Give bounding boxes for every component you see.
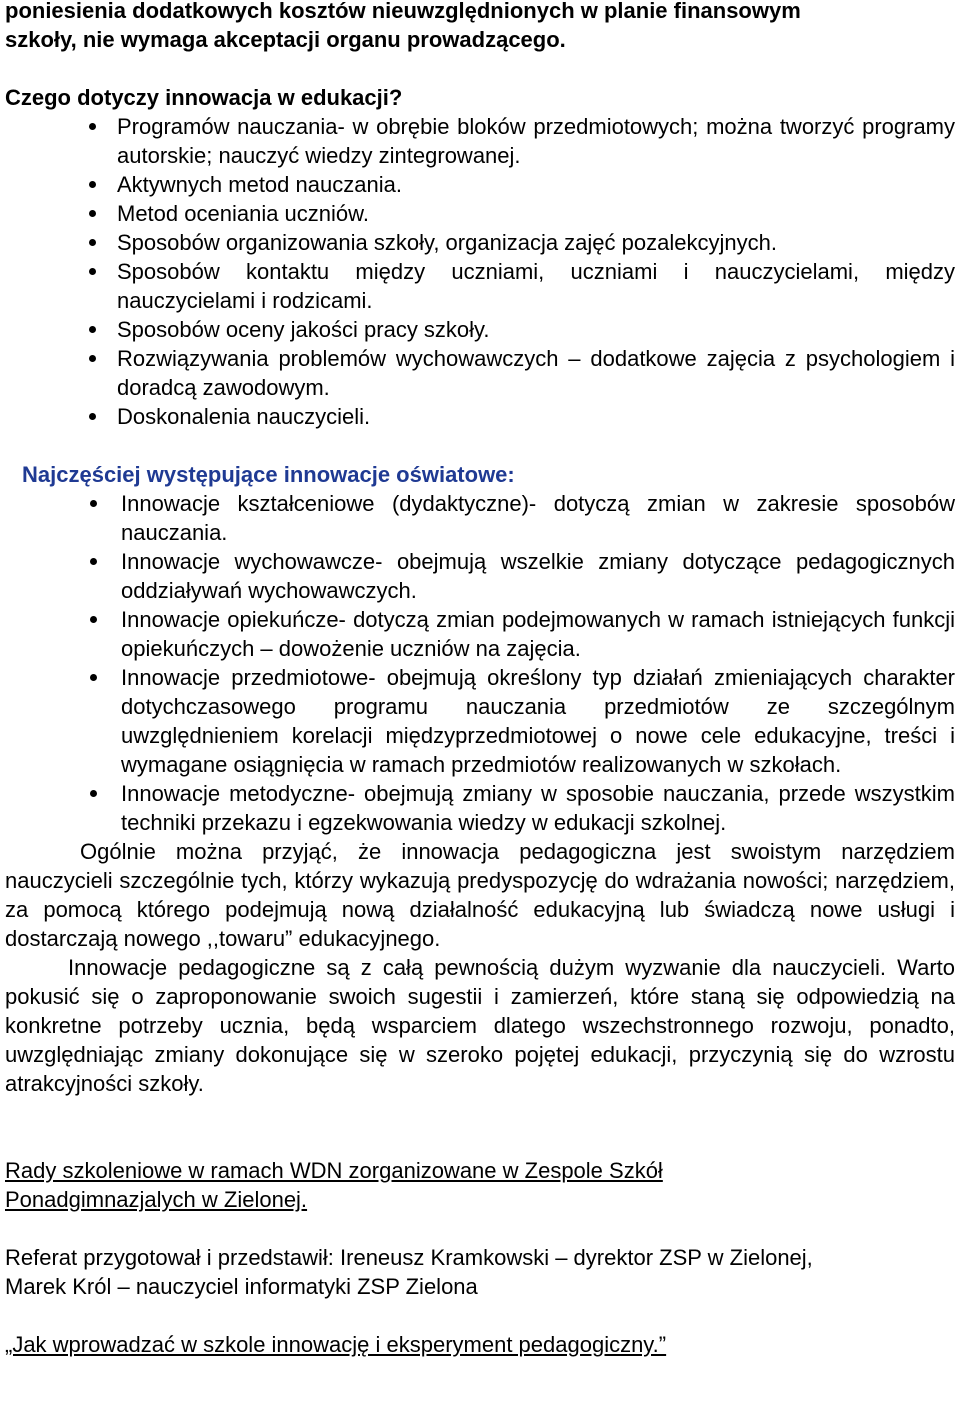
list-item: Innowacje opiekuńcze- dotyczą zmian podejmowanych w ramach istniejących funkcji opiekuńczych – dowożenie uczniów na zajęcia. [5,605,955,663]
paragraph-2: Innowacje pedagogiczne są z całą pewnością dużym wyzwanie dla nauczycieli. Warto pokusić się o zaproponowanie swoich sugestii i zamierzeń, które staną się odpowiedzią na konkretne potrzeby ucznia, będą wsparciem dlatego wszechstronnego rozwoju, ponadto, uwzględniając zmiany dokonujące się w szeroko pojętej edukacji, przyczynią się do wzrostu atrakcyjności szkoły. [5,955,955,1096]
bullet-icon [89,210,96,217]
bullet-icon [90,790,97,797]
bullet-icon [89,268,96,275]
bullet-icon [89,181,96,188]
intro-line-2: szkoły, nie wymaga akceptacji organu prowadzącego. [5,27,566,52]
list-item: Metod oceniania uczniów. [5,199,955,228]
council-line-2: Ponadgimnazjalych w Zielonej. [5,1187,308,1212]
list-item: Innowacje wychowawcze- obejmują wszelkie zmiany dotyczące pedagogicznych oddziaływań wychowawczych. [5,547,955,605]
section2-list [5,489,955,837]
document-page [5,0,955,1359]
bullet-icon [90,674,97,681]
list-item: Sposobów oceny jakości pracy szkoły. [5,315,955,344]
list-item: Innowacje przedmiotowe- obejmują określony typ działań zmieniających charakter dotychczasowego programu nauczania przedmiotów ze szczególnym uwzględnieniem korelacji międzyprzedmiotowej o nowe cele edukacyjne, treści i wymagane osiągnięcia w ramach przedmiotów realizowanych w szkołach. [5,663,955,779]
bullet-icon [89,239,96,246]
list-item: Aktywnych metod nauczania. [5,170,955,199]
bullet-icon [89,355,96,362]
list-item: Innowacje kształceniowe (dydaktyczne)- dotyczą zmian w zakresie sposobów nauczania. [5,489,955,547]
council-line-1: Rady szkoleniowe w ramach WDN zorganizowane w Zespole Szkół [5,1158,663,1183]
bullet-icon [89,123,96,130]
list-item: Doskonalenia nauczycieli. [5,402,955,431]
referat-line-2: Marek Król – nauczyciel informatyki ZSP Zielona [5,1274,478,1299]
list-item: Sposobów organizowania szkoły, organizacja zajęć pozalekcyjnych. [5,228,955,257]
list-item: Rozwiązywania problemów wychowawczych – dodatkowe zajęcia z psychologiem i doradcą zawodowym. [5,344,955,402]
document-title: „Jak wprowadzać w szkole innowację i eksperyment pedagogiczny.” [5,1332,667,1357]
paragraph-1: Ogólnie można przyjąć, że innowacja pedagogiczna jest swoistym narzędziem nauczycieli szczególnie tych, którzy wykazują predyspozycję do wdrażania nowości; narzędziem, za pomocą którego podejmują nową działalność edukacyjną lub świadczą nowe usługi i dostarczają nowego ,,towaru” edukacyjnego. [5,839,955,951]
intro-line-1: poniesienia dodatkowych kosztów nieuwzględnionych w planie finansowym [5,0,801,23]
list-item: Sposobów kontaktu między uczniami, uczniami i nauczycielami, między nauczycielami i rodzicami. [5,257,955,315]
bullet-icon [90,558,97,565]
list-item: Innowacje metodyczne- obejmują zmiany w sposobie nauczania, przede wszystkim techniki przekazu i egzekwowania wiedzy w edukacji szkolnej. [5,779,955,837]
list-item: Programów nauczania- w obrębie bloków przedmiotowych; można tworzyć programy autorskie; nauczyć wiedzy zintegrowanej. [5,112,955,170]
bullet-icon [89,413,96,420]
bullet-icon [90,616,97,623]
bullet-icon [90,500,97,507]
section2-heading: Najczęściej występujące innowacje oświatowe: [22,462,515,487]
section1-heading: Czego dotyczy innowacja w edukacji? [5,85,403,110]
referat-line-1: Referat przygotował i przedstawił: Ireneusz Kramkowski – dyrektor ZSP w Zielonej, [5,1245,813,1270]
section1-list [5,112,955,431]
bullet-icon [89,326,96,333]
